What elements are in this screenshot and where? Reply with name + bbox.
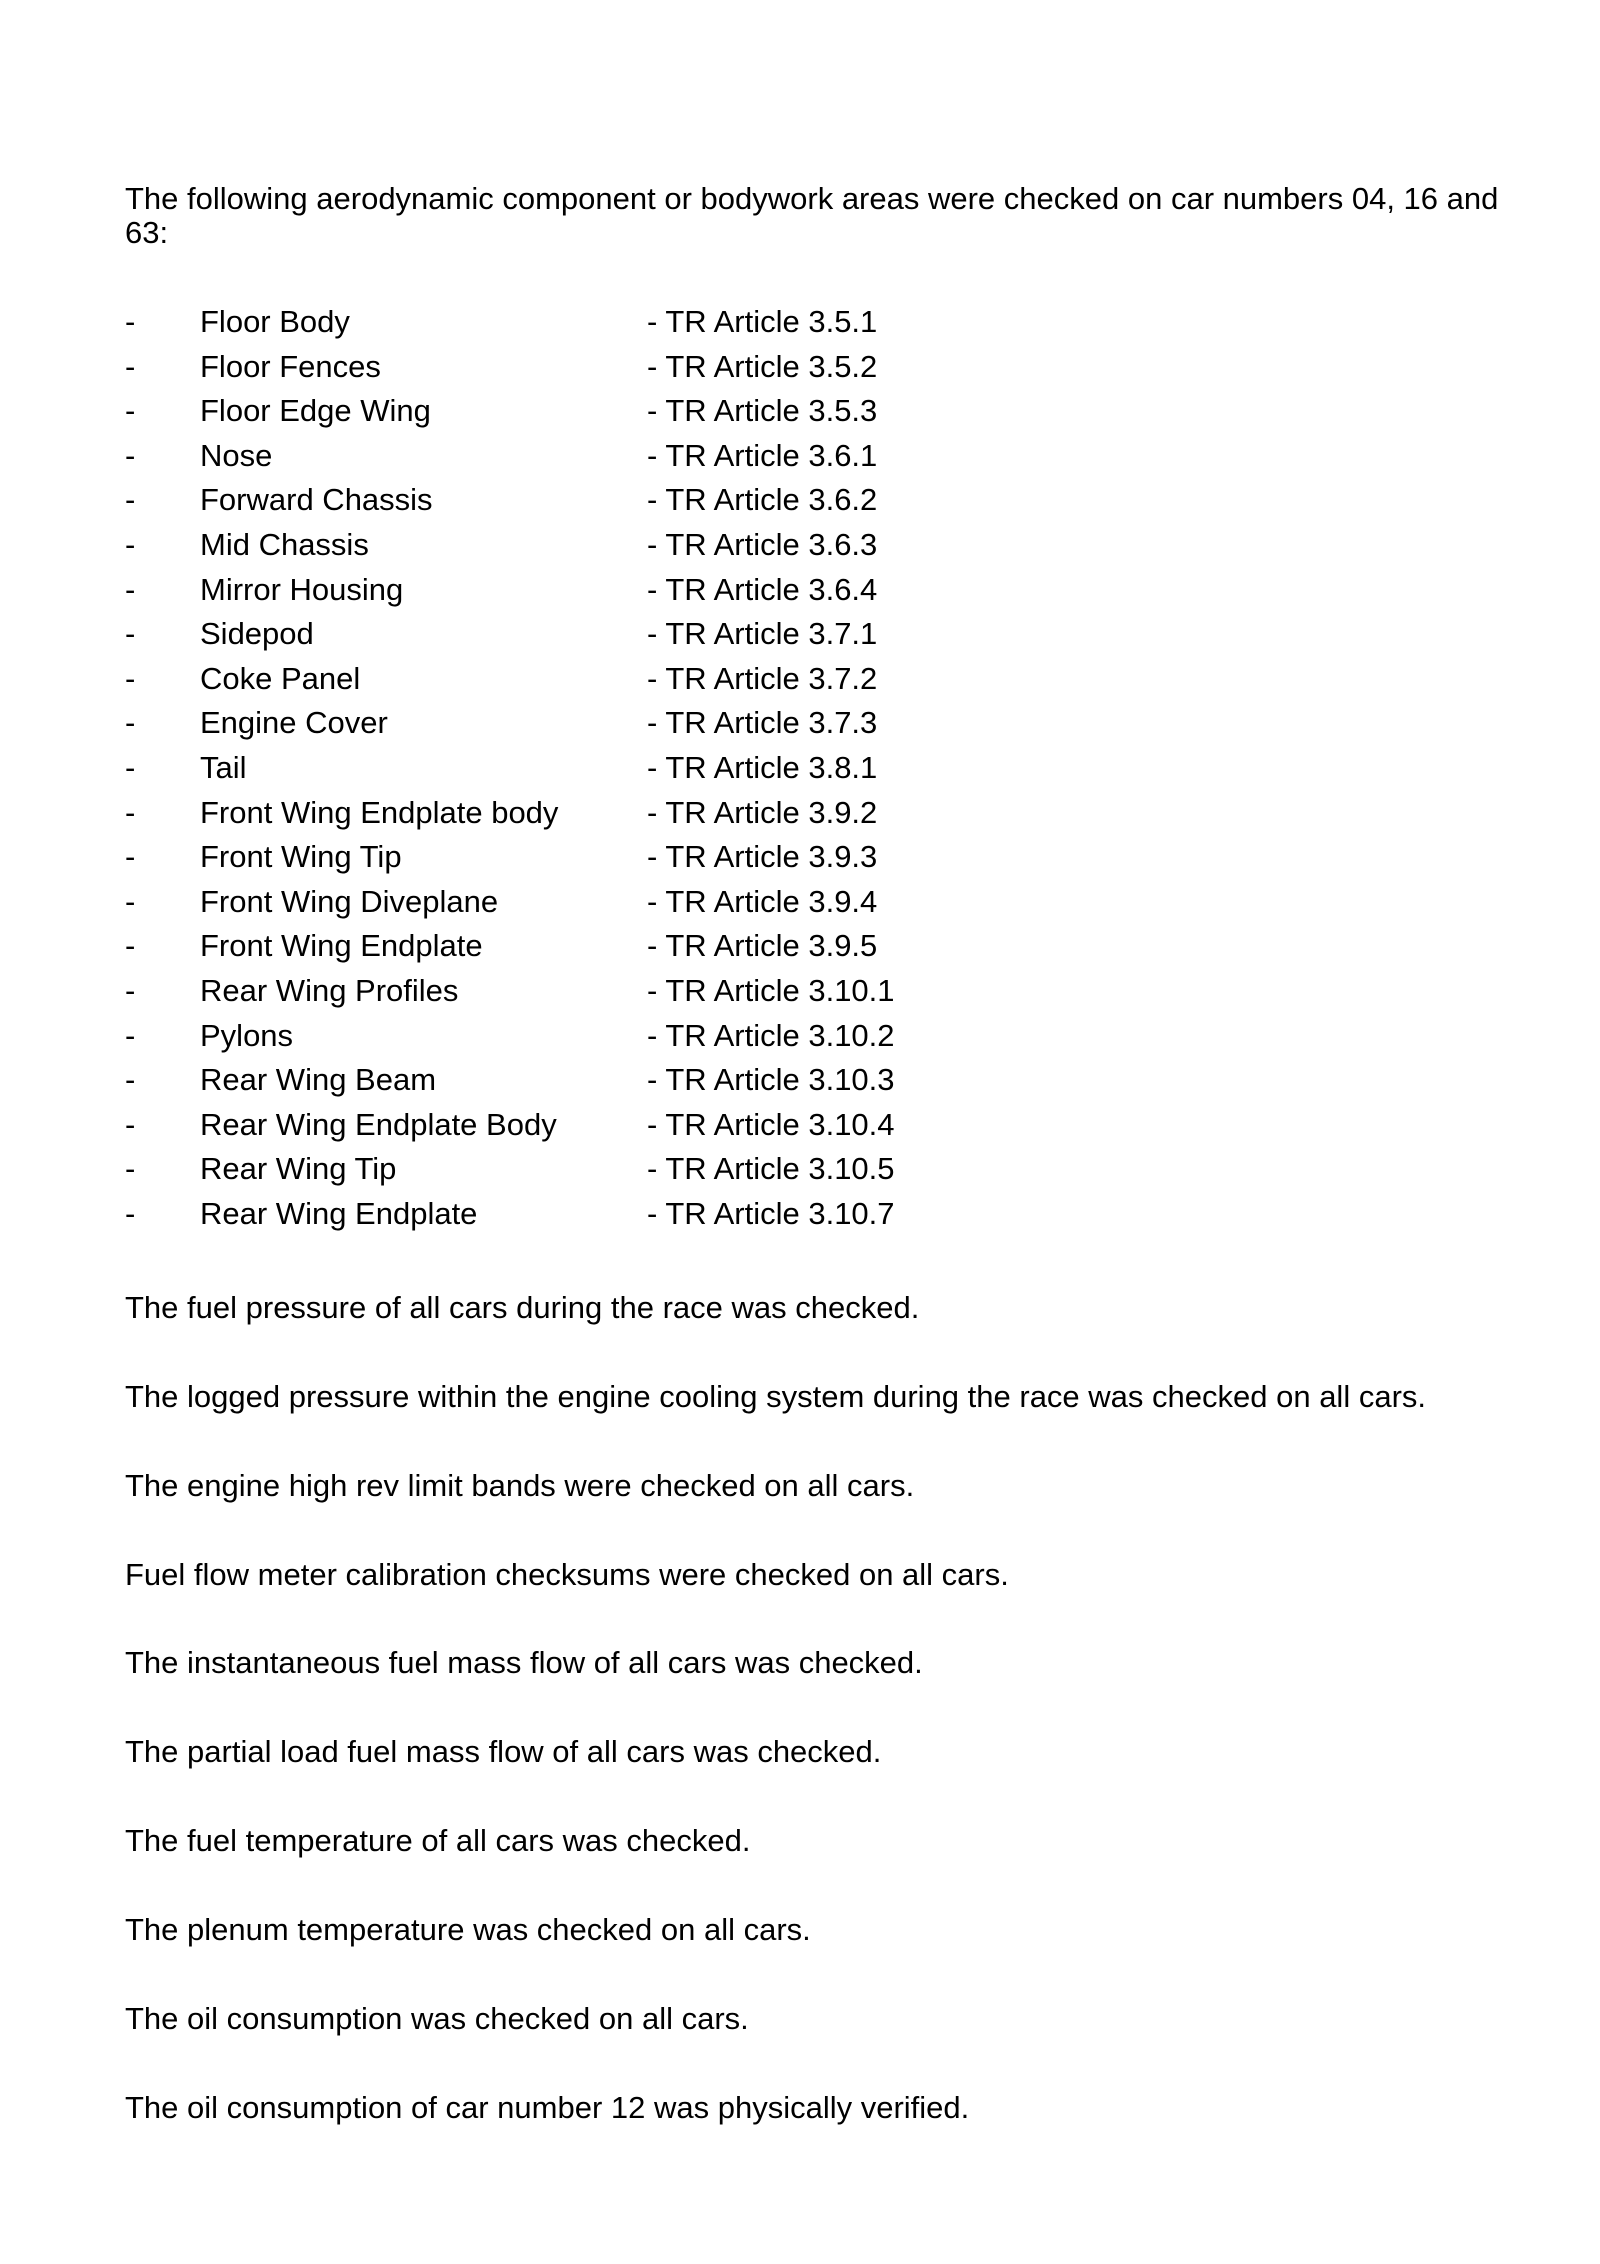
list-bullet: - [125,1106,136,1142]
rev-limit-paragraph: The engine high rev limit bands were checked on all cars. [125,1468,915,1503]
list-bullet: - [125,660,136,696]
fuel-pressure-paragraph: The fuel pressure of all cars during the race was checked. [125,1290,920,1325]
article-ref: - TR Article 3.9.2 [647,794,878,830]
component-name: Pylons [200,1017,294,1053]
article-ref: - TR Article 3.9.4 [647,883,878,919]
article-ref: - TR Article 3.8.1 [647,749,878,785]
list-bullet: - [125,972,136,1008]
component-name: Front Wing Tip [200,839,402,875]
list-bullet: - [125,883,136,919]
component-name: Floor Body [200,304,350,339]
list-item [0,568,1600,613]
component-name: Front Wing Endplate [200,928,483,964]
component-name: Floor Edge Wing [200,393,431,429]
component-name: Forward Chassis [200,482,433,518]
component-name: Rear Wing Profiles [200,972,459,1008]
list-item [0,657,1600,702]
list-bullet: - [125,526,136,562]
list-item [0,434,1600,479]
component-name: Rear Wing Tip [200,1151,397,1187]
list-item [0,1192,1600,1237]
list-item [0,389,1600,434]
list-bullet: - [125,1151,136,1187]
list-item [0,746,1600,791]
list-item [0,523,1600,568]
partial-load-flow-paragraph: The partial load fuel mass flow of all cars was checked. [125,1734,882,1769]
list-item [0,1058,1600,1103]
article-ref: - TR Article 3.6.3 [647,526,878,562]
list-item [0,924,1600,969]
article-ref: - TR Article 3.10.5 [647,1151,895,1187]
component-name: Tail [200,749,247,785]
article-ref: - TR Article 3.7.3 [647,705,878,741]
list-bullet: - [125,437,136,473]
list-item [0,791,1600,836]
cooling-pressure-paragraph: The logged pressure within the engine cooling system during the race was checked on all cars. [125,1379,1427,1414]
component-name: Rear Wing Endplate [200,1195,478,1231]
list-bullet: - [125,616,136,652]
article-ref: - TR Article 3.6.1 [647,437,878,473]
list-item [0,1103,1600,1148]
component-name: Sidepod [200,616,314,652]
list-bullet: - [125,794,136,830]
article-ref: - TR Article 3.5.3 [647,393,878,429]
article-ref: - TR Article 3.5.1 [647,304,878,339]
component-list [0,300,1600,1236]
list-bullet: - [125,928,136,964]
article-ref: - TR Article 3.10.4 [647,1106,895,1142]
list-bullet: - [125,839,136,875]
article-ref: - TR Article 3.10.2 [647,1017,895,1053]
component-name: Mid Chassis [200,526,369,562]
intro-text: The following aerodynamic component or bodywork areas were checked on car numbers 04, 16 and 63: [125,181,1499,250]
component-name: Floor Fences [200,348,381,384]
list-item [0,478,1600,523]
list-item [0,701,1600,746]
list-bullet: - [125,304,136,339]
list-item [0,612,1600,657]
article-ref: - TR Article 3.7.1 [647,616,878,652]
article-ref: - TR Article 3.10.1 [647,972,895,1008]
list-bullet: - [125,1062,136,1098]
list-bullet: - [125,705,136,741]
list-item [0,1147,1600,1192]
article-ref: - TR Article 3.7.2 [647,660,878,696]
list-item [0,969,1600,1014]
component-name: Front Wing Endplate body [200,794,559,830]
component-name: Engine Cover [200,705,388,741]
component-name: Rear Wing Beam [200,1062,437,1098]
oil-consumption-paragraph: The oil consumption was checked on all cars. [125,2001,749,2036]
oil-consumption-car12-paragraph: The oil consumption of car number 12 was physically verified. [125,2090,970,2125]
list-item [0,300,1600,345]
component-name: Coke Panel [200,660,361,696]
article-ref: - TR Article 3.9.3 [647,839,878,875]
component-name: Mirror Housing [200,571,404,607]
article-ref: - TR Article 3.9.5 [647,928,878,964]
list-item [0,345,1600,390]
article-ref: - TR Article 3.10.3 [647,1062,895,1098]
article-ref: - TR Article 3.10.7 [647,1195,895,1231]
component-name: Front Wing Diveplane [200,883,499,919]
instantaneous-flow-paragraph: The instantaneous fuel mass flow of all cars was checked. [125,1645,923,1680]
list-bullet: - [125,393,136,429]
list-bullet: - [125,749,136,785]
list-item [0,835,1600,880]
component-name: Rear Wing Endplate Body [200,1106,557,1142]
plenum-temperature-paragraph: The plenum temperature was checked on all cars. [125,1912,811,1947]
list-bullet: - [125,571,136,607]
list-bullet: - [125,482,136,518]
list-bullet: - [125,1195,136,1231]
component-name: Nose [200,437,273,473]
article-ref: - TR Article 3.6.2 [647,482,878,518]
list-item [0,1014,1600,1059]
article-ref: - TR Article 3.5.2 [647,348,878,384]
list-item [0,880,1600,925]
list-bullet: - [125,348,136,384]
fuel-temperature-paragraph: The fuel temperature of all cars was checked. [125,1823,751,1858]
article-ref: - TR Article 3.6.4 [647,571,878,607]
fuel-flow-meter-paragraph: Fuel flow meter calibration checksums were checked on all cars. [125,1557,1009,1592]
list-bullet: - [125,1017,136,1053]
